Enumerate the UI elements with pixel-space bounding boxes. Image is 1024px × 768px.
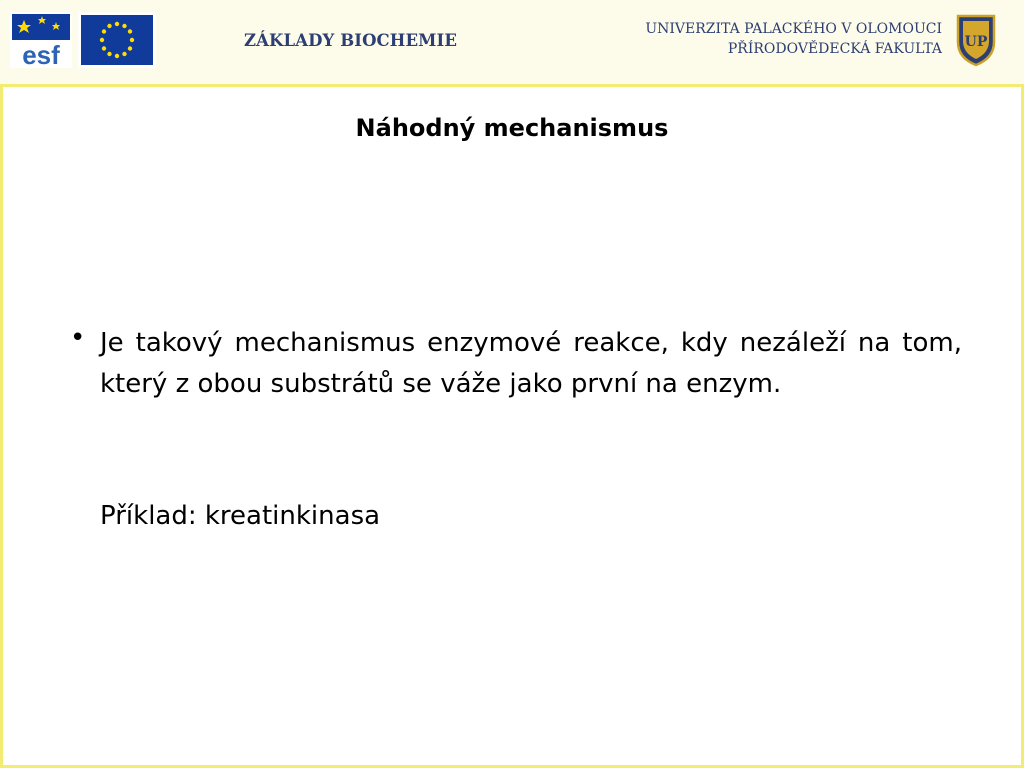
- example-text: Příklad: kreatinkinasa: [100, 501, 381, 531]
- course-title: ZÁKLADY BIOCHEMIE: [244, 31, 458, 50]
- slide-header: [0, 0, 1024, 87]
- university-name: UNIVERZITA PALACKÉHO V OLOMOUCI: [645, 21, 942, 37]
- esf-logo: [10, 12, 72, 68]
- faculty-name: PŘÍRODOVĚDECKÁ FAKULTA: [727, 41, 942, 57]
- eu-flag-icon: [78, 12, 156, 68]
- crest-initials: UP: [964, 34, 988, 50]
- university-crest-icon: [955, 12, 997, 68]
- bullet-marker: •: [70, 323, 86, 353]
- slide-title: Náhodný mechanismus: [355, 114, 669, 142]
- esf-logo-text: esf: [22, 40, 60, 68]
- bullet-text: Je takový mechanismus enzymové reakce, kdy nezáleží na tom, který z obou substrátů se váže jako první na enzym.: [100, 328, 962, 399]
- slide-frame-left: [0, 84, 3, 768]
